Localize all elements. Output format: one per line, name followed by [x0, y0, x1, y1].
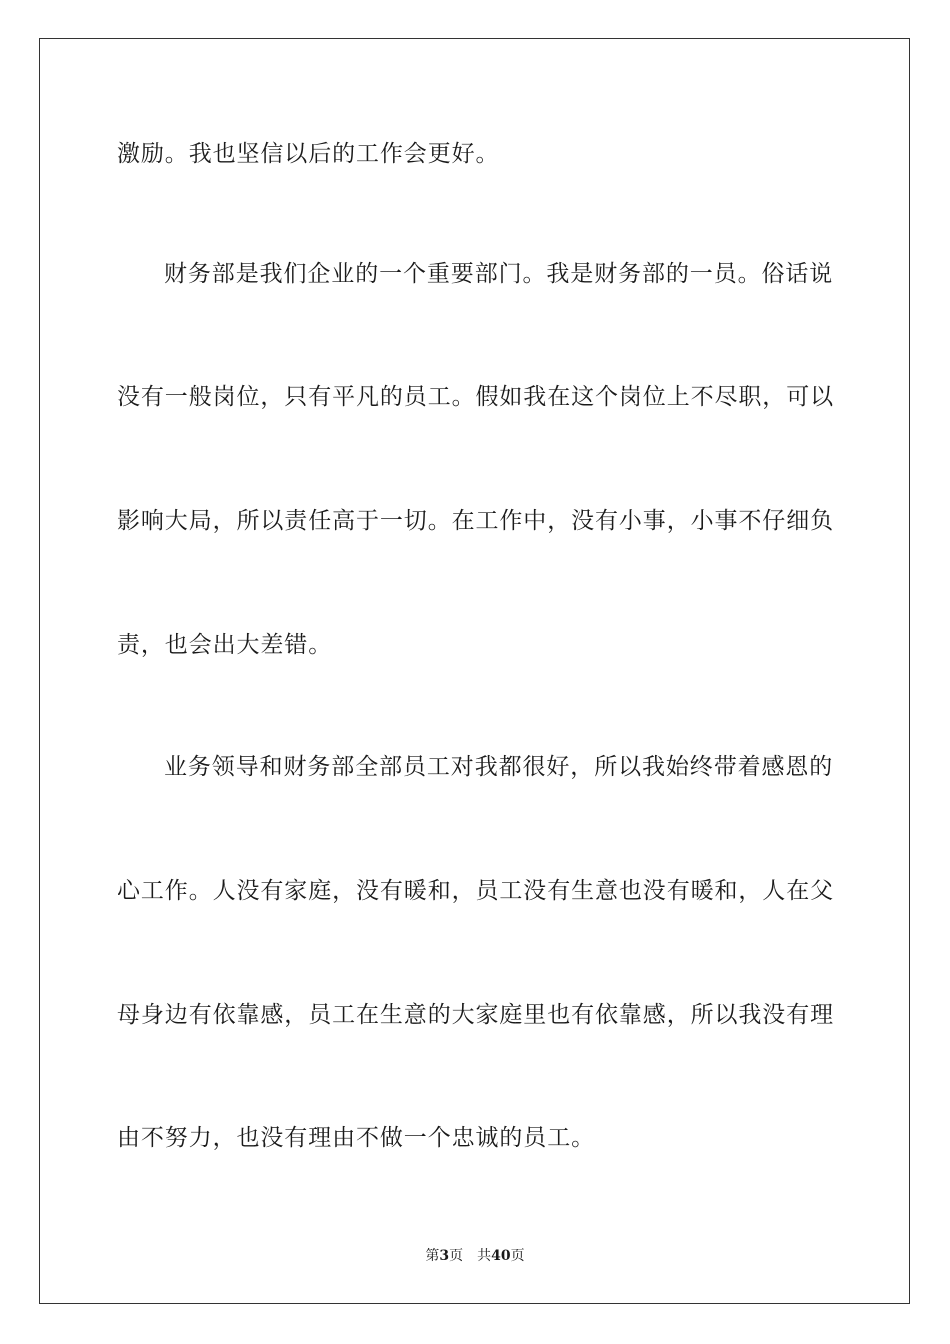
text-line: 由不努力，也没有理由不做一个忠诚的员工。: [117, 1125, 595, 1151]
text-line: 母身边有依靠感，员工在生意的大家庭里也有依靠感，所以我没有理: [117, 1002, 834, 1028]
text-line: 激励。我也坚信以后的工作会更好。: [117, 141, 500, 167]
page-footer: [0, 1247, 950, 1265]
text-line: 责，也会出大差错。: [117, 632, 333, 658]
page-suffix: 页: [449, 1248, 464, 1264]
total-pages: 40: [491, 1248, 511, 1264]
text-line: 心工作。人没有家庭，没有暖和，员工没有生意也没有暖和，人在父: [117, 878, 834, 904]
page-number: 3: [439, 1248, 450, 1264]
total-prefix: 共: [477, 1248, 492, 1264]
text-line: 没有一般岗位，只有平凡的员工。假如我在这个岗位上不尽职，可以: [117, 384, 834, 410]
page-prefix: 第: [425, 1248, 440, 1264]
page-border: [39, 38, 910, 1304]
text-line: 影响大局，所以责任高于一切。在工作中，没有小事，小事不仔细负: [117, 508, 834, 534]
total-suffix: 页: [510, 1248, 525, 1264]
paragraph-start-line: 财务部是我们企业的一个重要部门。我是财务部的一员。俗话说: [164, 261, 834, 287]
paragraph-start-line: 业务领导和财务部全部员工对我都很好，所以我始终带着感恩的: [164, 754, 834, 780]
